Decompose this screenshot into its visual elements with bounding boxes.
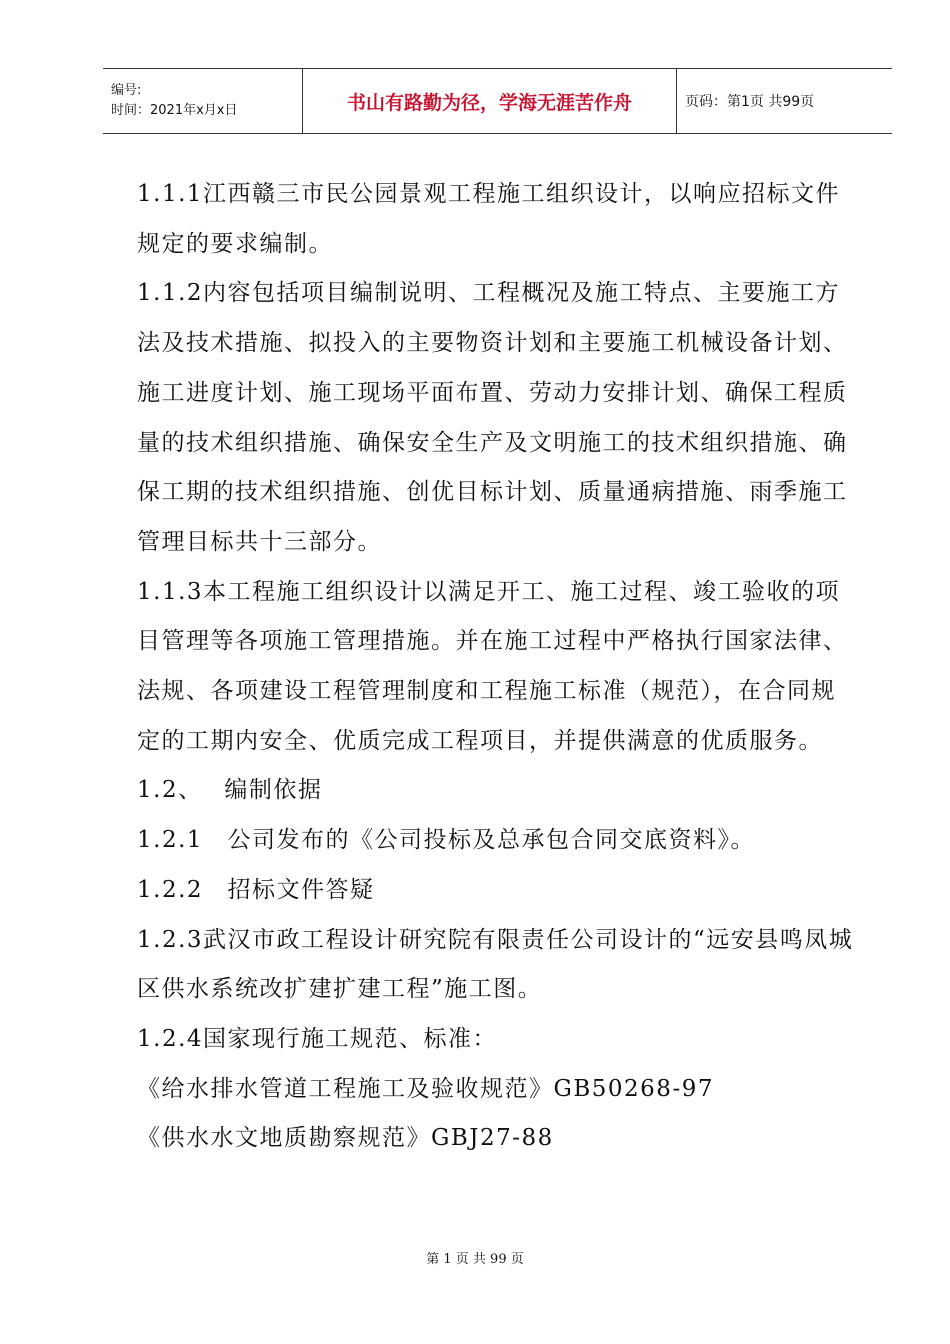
paragraph-1-1-2: 1.1.2内容包括项目编制说明、工程概况及施工特点、主要施工方法及技术措施、拟投入的主要物资计划和主要施工机械设备计划、施工进度计划、施工现场平面布置、劳动力安排计划、确保工程质量的技术组织措施、确保安全生产及文明施工的技术组织措施、确保工期的技术组织措施、创优目标计划、质量通病措施、雨季施工管理目标共十三部分。 xyxy=(137,280,848,555)
page-footer: 第 1 页 共 99 页 xyxy=(426,1252,524,1267)
document-body xyxy=(137,170,859,1164)
document-time: 时间：2021年x月x日 xyxy=(111,103,238,118)
header-meta xyxy=(103,69,303,133)
paragraph-1-1-1: 1.1.1江西赣三市民公园景观工程施工组织设计，以响应招标文件规定的要求编制。 xyxy=(137,181,841,257)
paragraph-1-2-4: 1.2.4国家现行施工规范、标准： xyxy=(137,1025,498,1052)
paragraph-1-1-3: 1.1.3本工程施工组织设计以满足开工、施工过程、竣工验收的项目管理等各项施工管理措施。并在施工过程中严格执行国家法律、法规、各项建设工程管理制度和工程施工标准（规范），在合同规定的工期内安全、优质完成工程项目，并提供满意的优质服务。 xyxy=(137,578,848,754)
header-motto xyxy=(303,69,677,133)
page-info-text: 页码：第1页 共99页 xyxy=(685,94,815,110)
header-page-info xyxy=(677,69,892,133)
section-heading-1-2: 1.2、 编制依据 xyxy=(137,777,323,804)
standard-item-gbj27: 《供水水文地质勘察规范》GBJ27-88 xyxy=(137,1125,554,1152)
paragraph-1-2-1: 1.2.1 公司发布的《公司投标及总承包合同交底资料》。 xyxy=(137,827,756,854)
standard-item-gb50268: 《给水排水管道工程施工及验收规范》GB50268-97 xyxy=(137,1075,714,1102)
document-number-label: 编号: xyxy=(111,83,142,98)
motto-text: 书山有路勤为径，学海无涯苦作舟 xyxy=(346,91,632,114)
paragraph-1-2-2: 1.2.2 招标文件答疑 xyxy=(137,876,375,903)
page-header xyxy=(103,68,892,134)
paragraph-1-2-3: 1.2.3武汉市政工程设计研究院有限责任公司设计的“远安县鸣凤城区供水系统改扩建扩建工程”施工图。 xyxy=(137,926,854,1003)
